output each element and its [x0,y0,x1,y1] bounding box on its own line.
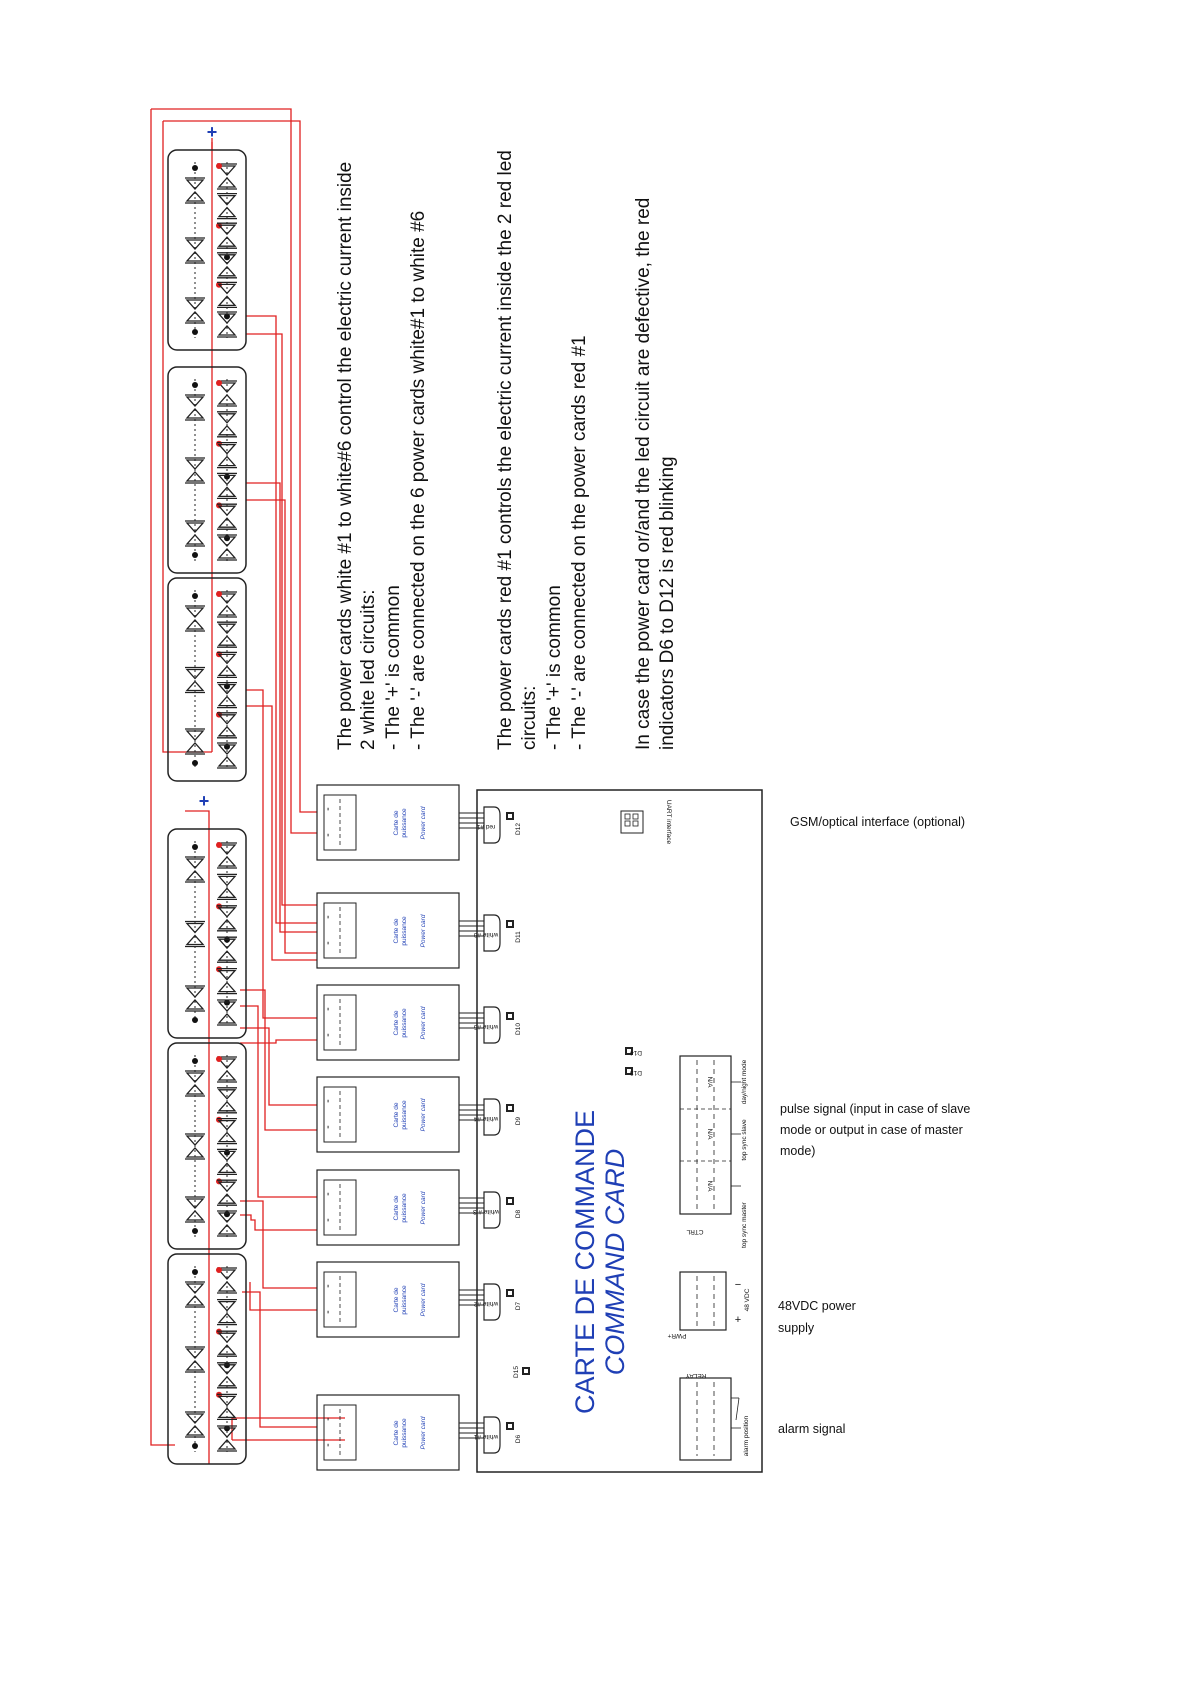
svg-text:D13: D13 [630,1069,642,1076]
card-label-fr-2: puissance [401,916,408,946]
card-led-indicator [507,813,513,819]
card-label-fr-2: puissance [401,1285,408,1315]
description-block [335,150,678,750]
card-led-indicator [507,1198,513,1204]
led-diode [185,178,205,203]
pulse-label-3: mode) [780,1144,816,1158]
led-diode [185,606,205,631]
led-circuit [168,578,246,781]
relay-label: RELAY [685,1372,707,1379]
card-label-fr-2: puissance [401,1193,408,1223]
svg-text:D15: D15 [513,1366,520,1378]
desc-red-common: - The '+' is common [544,585,565,750]
wire [151,109,317,833]
led-circuit [168,150,246,350]
pwr-voltage: 48 VDC [744,1288,751,1312]
card-label-fr: Carte de [393,1420,400,1446]
desc-red-intro2: circuits: [519,685,540,750]
ctrl-na-2: N/A [706,1128,713,1140]
card-minus-1: - [322,1099,334,1103]
card-label-fr-2: puissance [401,1008,408,1038]
relay-connector [680,1372,750,1460]
alarm-signal-label: alarm signal [778,1422,846,1436]
card-label-fr: Carte de [393,1195,400,1221]
card-led-label: D6 [515,1434,522,1444]
card-led-label: D12 [515,823,522,835]
power-connector [667,1272,751,1339]
gsm-label: GSM/optical interface (optional) [790,815,966,829]
led-circuit [168,1254,246,1464]
card-label-en: Power card [420,1191,427,1225]
desc-defect-2: indicators D6 to D12 is red blinking [657,456,678,750]
card-label-fr-2: puissance [401,1100,408,1130]
card-minus-2: - [322,1218,334,1222]
svg-text:D14: D14 [630,1049,642,1056]
card-label-fr-2: puissance [401,808,408,838]
card-led-label: D9 [515,1116,522,1126]
card-led-label: D10 [515,1023,522,1035]
card-minus-1: - [322,1417,334,1421]
alarm-position-label: alarm position [743,1415,750,1457]
card-label-fr: Carte de [393,918,400,944]
uart-label: UART interface [665,799,672,845]
top-sync-slave-label: top sync slave [741,1119,748,1161]
indicator-d15 [513,1366,529,1378]
card-channel: white #1 [473,1433,499,1440]
card-label-fr: Carte de [393,810,400,836]
desc-defect-1: In case the power card or/and the led circuit are defective, the red [633,197,654,750]
desc-white-intro: The power cards white #1 to white#6 control the electric current inside [335,161,356,750]
command-card [477,790,762,1472]
led-diode [185,1412,205,1437]
card-label-en: Power card [420,806,427,840]
wire [242,1292,317,1427]
power-supply-label-2: supply [778,1321,815,1335]
card-label-en: Power card [420,1006,427,1040]
desc-white-minus: - The '-' are connected on the 6 power cards white#1 to white #6 [408,210,429,750]
pulse-label-1: pulse signal (input in case of slave [780,1102,971,1116]
card-led-indicator [507,921,513,927]
led-circuit [168,1043,246,1249]
card-minus-2: - [322,1310,334,1314]
card-label-fr: Carte de [393,1010,400,1036]
pulse-label-2: mode or output in case of master [780,1123,963,1137]
card-channel: red #1 [476,823,496,830]
day-night-label: day/night mode [741,1059,748,1105]
command-card-title-fr: CARTE DE COMMANDE [570,1109,600,1415]
card-led-indicator [507,1013,513,1019]
plus-label-red-led: + [206,122,218,142]
card-minus-1: - [322,1007,334,1011]
card-label-en: Power card [420,1416,427,1450]
led-circuit [168,367,246,573]
power-card [317,1170,522,1245]
led-diode [185,1282,205,1307]
card-led-label: D8 [515,1209,522,1219]
power-cards [317,785,522,1470]
card-channel: white #4 [473,1115,499,1122]
pwr-minus: − [734,1279,742,1291]
wire [240,1201,317,1288]
red-wiring [151,109,345,1464]
ctrl-label: CTRL [686,1228,704,1235]
wire [163,121,212,752]
card-minus-2: - [322,1125,334,1129]
card-label-fr: Carte de [393,1287,400,1313]
card-channel: white #5 [473,1023,499,1030]
pwr-plus: + [734,1314,742,1326]
power-card [317,785,522,860]
wire [240,990,317,1130]
led-circuit [168,829,246,1038]
card-label-en: Power card [420,914,427,948]
power-card [317,893,522,968]
card-minus-1: - [322,915,334,919]
desc-white-common: - The '+' is common [383,585,404,750]
led-diode [185,1071,205,1096]
power-card [317,1262,522,1337]
card-led-indicator [507,1423,513,1429]
desc-white-intro2: 2 white led circuits: [358,589,379,750]
desc-red-minus: - The '-' are connected on the power cards red #1 [569,335,590,750]
led-diode [185,857,205,882]
card-led-indicator [507,1105,513,1111]
card-label-en: Power card [420,1098,427,1132]
indicator-d13 [626,1068,642,1076]
desc-red-intro: The power cards red #1 controls the electric current inside the 2 red led [495,150,516,750]
pwr-label: PWR+ [667,1332,687,1339]
ctrl-na-1: N/A [706,1076,713,1088]
power-card [317,985,522,1060]
top-sync-master-label: top sync master [741,1202,748,1248]
led-diode [185,395,205,420]
card-minus-2: - [322,833,334,837]
indicator-d14 [626,1048,642,1056]
ctrl-connector [680,1056,748,1248]
card-led-label: D7 [515,1301,522,1311]
card-channel: white # 3 [472,1208,500,1215]
card-minus-1: - [322,807,334,811]
card-led-indicator [507,1290,513,1296]
card-minus-2: - [322,1033,334,1037]
card-label-en: Power card [420,1283,427,1317]
power-card [317,1077,522,1152]
wire [163,121,317,812]
card-minus-2: - [322,941,334,945]
side-labels [778,815,970,1436]
card-minus-1: - [322,1192,334,1196]
card-minus-1: - [322,1284,334,1288]
power-card [317,1395,522,1470]
card-channel: white #6 [473,931,499,938]
card-label-fr-2: puissance [401,1418,408,1448]
ctrl-na-3: N/A [706,1180,713,1192]
power-supply-label-1: 48VDC power [778,1299,856,1313]
card-channel: white #2 [473,1300,499,1307]
uart-connector [621,800,672,845]
card-minus-2: - [322,1443,334,1447]
led-diode [217,223,237,248]
led-diode [185,298,205,323]
card-label-fr: Carte de [393,1102,400,1128]
wire [240,1215,317,1230]
led-diode [185,1347,205,1372]
command-card-title-en: COMMAND CARD [600,1148,630,1376]
wire [246,334,317,905]
card-led-label: D11 [515,931,522,943]
wire [240,1040,317,1043]
led-diode [185,238,205,263]
wire [240,1006,317,1197]
plus-label-white-led: + [198,791,210,811]
